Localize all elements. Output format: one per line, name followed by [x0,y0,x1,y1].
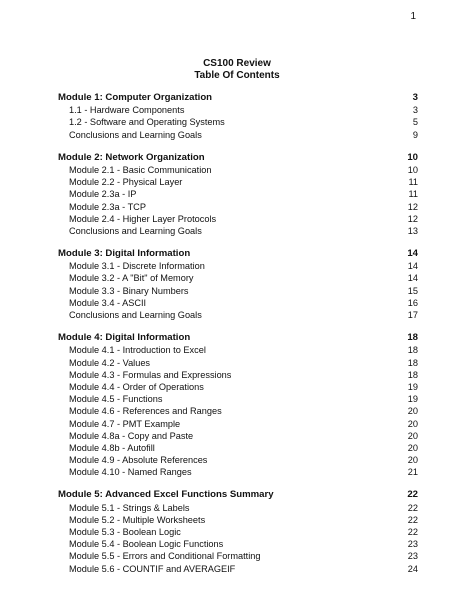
toc-entry-page: 10 [407,164,418,175]
toc-entry-page: 19 [407,394,418,405]
toc-entry[interactable] [58,550,418,562]
toc-entry[interactable] [58,272,418,284]
toc-entry-label: Module 5.4 - Boolean Logic Functions [69,539,224,550]
toc-entry-label: Module 4.10 - Named Ranges [69,467,192,478]
toc-heading-page: 10 [407,151,418,163]
toc-module [58,248,418,321]
toc-entry-label: Module 2.1 - Basic Communication [69,164,212,175]
toc-entry[interactable] [58,225,418,237]
toc-entry-page: 20 [407,406,418,417]
toc-entry[interactable] [58,514,418,526]
toc-entry-page: 20 [407,430,418,441]
toc-entry-label: Module 3.3 - Binary Numbers [69,285,189,296]
toc-entry[interactable] [58,104,418,116]
toc-module-heading[interactable] [58,248,418,260]
toc-entry-page: 14 [407,261,418,272]
toc-heading-label: Module 4: Digital Information [58,332,191,344]
toc-entry-label: Module 4.8b - Autofill [69,442,155,453]
toc-entry[interactable] [58,176,418,188]
toc-entry[interactable] [58,369,418,381]
toc-entry-page: 12 [407,213,418,224]
toc-entry-label: Module 2.2 - Physical Layer [69,177,183,188]
toc-entry-page: 17 [407,310,418,320]
toc-entry-page: 18 [407,369,418,380]
toc-entry[interactable] [58,285,418,297]
toc-entry-page: 21 [407,467,418,478]
toc-entry-label: Module 5.6 - COUNTIF and AVERAGEIF [69,563,236,574]
toc-entry-label: 1.2 - Software and Operating Systems [69,117,225,128]
toc-entry-page: 23 [407,539,418,550]
toc-entry-page: 22 [407,502,418,513]
toc-entry[interactable] [58,344,418,356]
toc-entry-page: 14 [407,273,418,284]
toc-entry-page: 24 [407,563,418,574]
toc-entry[interactable] [58,260,418,272]
toc-entry-label: Module 4.4 - Order of Operations [69,381,204,392]
toc-entry[interactable] [58,454,418,466]
toc-heading-page: 14 [407,248,418,260]
toc-entry-page: 22 [407,514,418,525]
toc-entry[interactable] [58,213,418,225]
toc-entry[interactable] [58,357,418,369]
toc-heading-label: Module 5: Advanced Excel Functions Summary [58,489,274,501]
toc-entry-page: 5 [412,117,418,128]
toc-module [58,489,418,574]
title-line-2: Table Of Contents [194,70,280,81]
toc-entry-label: Module 4.5 - Functions [69,394,163,405]
toc-entry-page: 20 [407,418,418,429]
toc-entry[interactable] [58,297,418,309]
toc-entry-page: 19 [407,381,418,392]
toc-entry-label: Module 2.3a - TCP [69,201,146,212]
toc-entry-page: 22 [407,527,418,537]
toc-entry-label: Module 4.7 - PMT Example [69,418,181,429]
toc-entry-label: Module 5.3 - Boolean Logic [69,527,181,537]
toc-heading-page: 18 [407,332,418,344]
toc-heading-page: 3 [412,92,418,103]
toc-entry-page: 11 [408,189,418,200]
toc-entry[interactable] [58,129,418,141]
toc-entry-page: 9 [412,129,418,140]
toc-entry-label: Module 3.2 - A "Bit" of Memory [69,273,194,284]
toc-module-heading[interactable] [58,152,418,164]
toc-entry[interactable] [58,538,418,550]
toc-heading-page: 22 [407,489,418,501]
toc-entry-label: Module 5.2 - Multiple Worksheets [69,514,206,525]
toc-entry-page: 13 [407,225,418,236]
toc-entry-page: 3 [412,105,418,116]
toc-entry[interactable] [58,164,418,176]
title-line-1: CS100 Review [203,58,271,69]
toc-entry[interactable] [58,430,418,442]
toc-entry-label: Conclusions and Learning Goals [69,310,202,320]
toc-entry-page: 20 [407,455,418,466]
toc-module-heading[interactable] [58,489,418,501]
toc-entry[interactable] [58,309,418,321]
toc-entry-label: Module 3.4 - ASCII [69,297,147,308]
toc-entry-label: Module 4.2 - Values [69,357,151,368]
toc-entry[interactable] [58,502,418,514]
toc-entry[interactable] [58,442,418,454]
toc-entry-page: 18 [407,357,418,368]
toc-entry-label: Conclusions and Learning Goals [69,225,202,236]
toc-entry-label: Module 4.9 - Absolute References [69,455,208,466]
page-number: 1 [410,11,416,22]
toc-module-heading[interactable] [58,332,418,344]
document-title [0,58,474,82]
toc-entry[interactable] [58,563,418,575]
toc-entry[interactable] [58,381,418,393]
toc-entry[interactable] [58,418,418,430]
toc-heading-label: Module 1: Computer Organization [58,92,213,103]
toc-entry-label: Module 5.5 - Errors and Conditional Formatting [69,551,261,562]
toc-module [58,332,418,478]
toc-entry-label: Module 2.3a - IP [69,189,137,200]
toc-entry-label: Module 4.8a - Copy and Paste [69,430,194,441]
toc-entry-page: 20 [407,442,418,453]
toc-entry-label: Module 5.1 - Strings & Labels [69,502,190,513]
toc-entry-page: 23 [407,551,418,562]
toc-entry-page: 16 [407,297,418,308]
toc-heading-label: Module 3: Digital Information [58,248,191,260]
toc-entry-label: 1.1 - Hardware Components [69,105,185,116]
toc-entry-page: 18 [407,345,418,356]
toc-entry[interactable] [58,466,418,478]
toc-entry[interactable] [58,201,418,213]
toc-module [58,152,418,237]
toc-entry-label: Module 3.1 - Discrete Information [69,261,205,272]
toc-entry-page: 12 [407,201,418,212]
toc-entry-label: Module 4.6 - References and Ranges [69,406,222,417]
toc-entry-page: 15 [407,285,418,296]
toc-entry[interactable] [58,393,418,405]
table-of-contents [58,92,418,586]
toc-heading-label: Module 2: Network Organization [58,151,205,163]
toc-entry-label: Module 4.1 - Introduction to Excel [69,345,206,356]
toc-entry-page: 11 [408,177,418,188]
toc-module-heading[interactable] [58,92,418,104]
toc-entry-label: Conclusions and Learning Goals [69,129,202,140]
toc-module [58,92,418,141]
toc-entry[interactable] [58,116,418,128]
toc-entry-label: Module 4.3 - Formulas and Expressions [69,369,232,380]
toc-entry[interactable] [58,526,418,538]
toc-entry[interactable] [58,188,418,200]
toc-entry[interactable] [58,405,418,417]
toc-entry-label: Module 2.4 - Higher Layer Protocols [69,213,217,224]
